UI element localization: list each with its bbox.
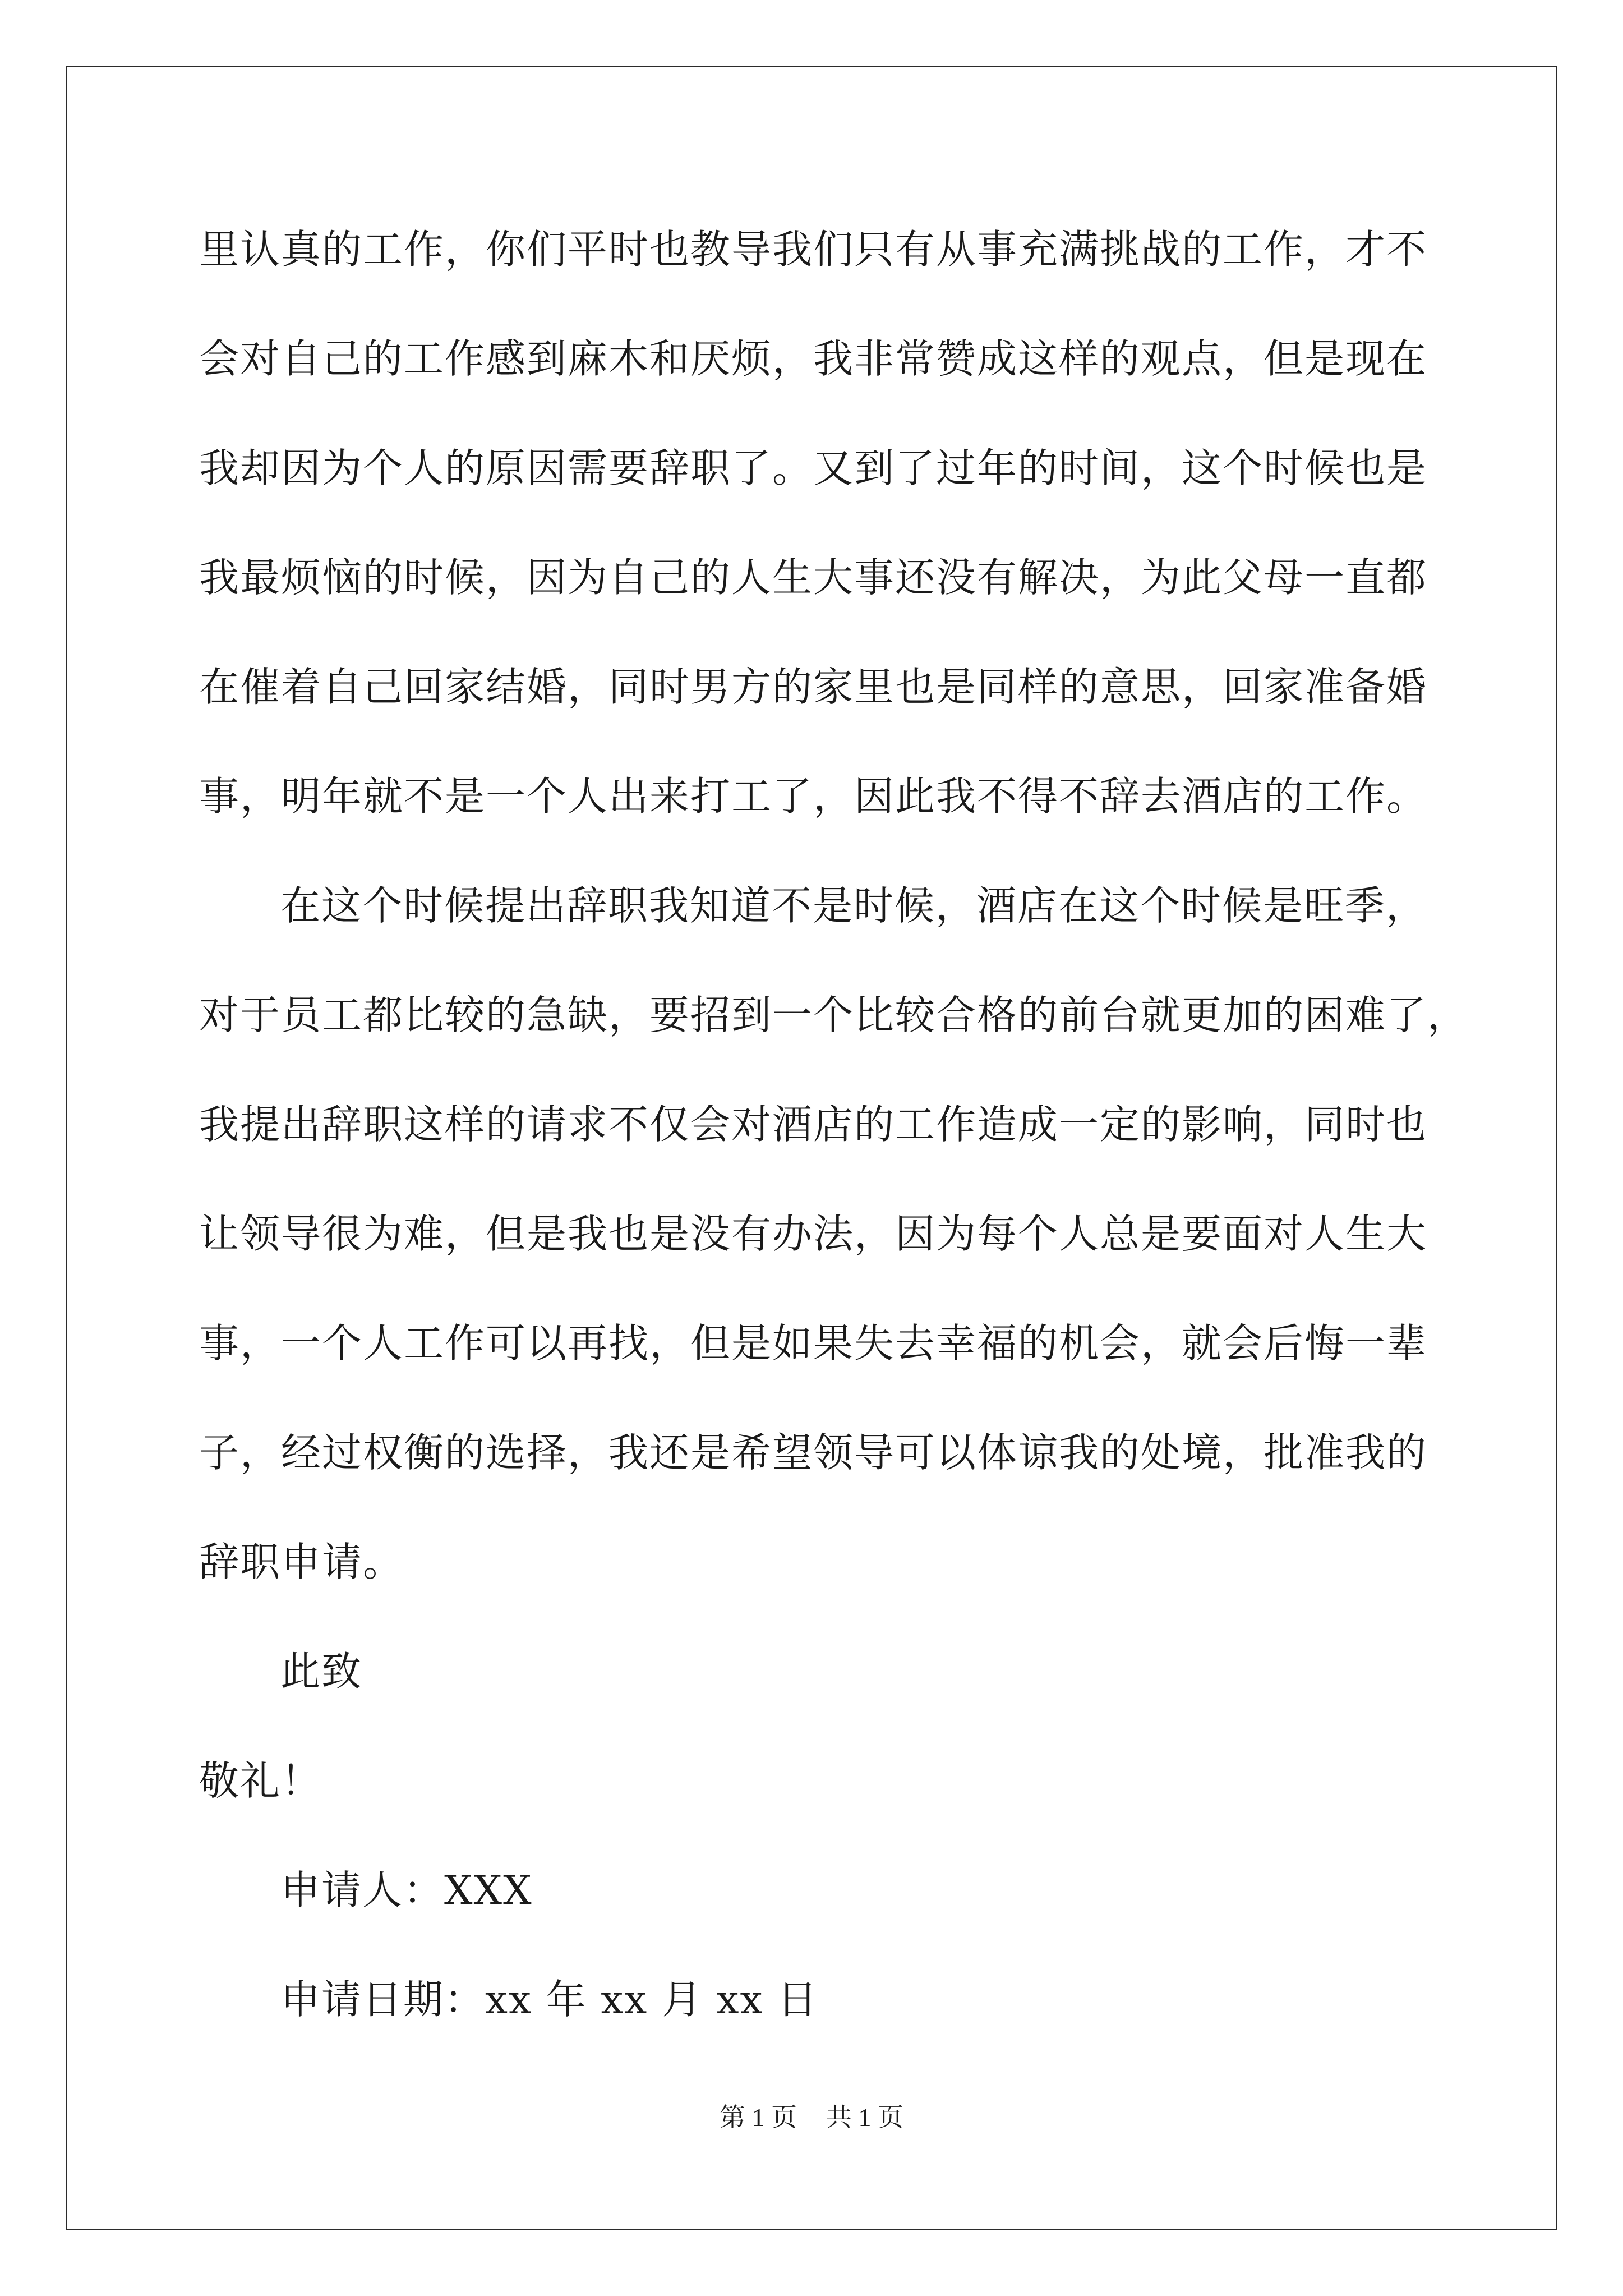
paragraph-line: 我提出辞职这样的请求不仅会对酒店的工作造成一定的影响，同时也 xyxy=(199,1101,1428,1148)
paragraph-line: 子，经过权衡的选择，我还是希望领导可以体谅我的处境，批准我的 xyxy=(199,1429,1428,1476)
paragraph-line: 让领导很为难，但是我也是没有办法，因为每个人总是要面对人生大 xyxy=(199,1211,1428,1257)
page-number-total: 共 1 页 xyxy=(826,2103,903,2132)
paragraph-line: 对于员工都比较的急缺，要招到一个比较合格的前台就更加的困难了， xyxy=(199,992,1469,1038)
paragraph-line: 辞职申请。 xyxy=(199,1539,404,1585)
date-line: 申请日期：xx 年 xx 月 xx 日 xyxy=(280,1976,819,2023)
paragraph-line: 里认真的工作，你们平时也教导我们只有从事充满挑战的工作，才不 xyxy=(199,226,1428,273)
page-footer xyxy=(0,2101,1623,2134)
applicant-line: 申请人：XXX xyxy=(280,1867,533,1913)
paragraph-line: 在这个时候提出辞职我知道不是时候，酒店在这个时候是旺季， xyxy=(280,882,1427,929)
paragraph-line: 我却因为个人的原因需要辞职了。又到了过年的时间，这个时候也是 xyxy=(199,445,1428,491)
paragraph-line: 会对自己的工作感到麻木和厌烦，我非常赞成这样的观点，但是现在 xyxy=(199,335,1428,382)
closing-text: 此致 xyxy=(280,1648,363,1695)
paragraph-line: 在催着自己回家结婚，同时男方的家里也是同样的意思，回家准备婚 xyxy=(199,664,1428,710)
paragraph-line: 我最烦恼的时候，因为自己的人生大事还没有解决，为此父母一直都 xyxy=(199,554,1428,601)
paragraph-line: 事，一个人工作可以再找，但是如果失去幸福的机会，就会后悔一辈 xyxy=(199,1320,1428,1366)
salutation-text: 敬礼！ xyxy=(199,1757,322,1804)
page-number-current: 第 1 页 xyxy=(720,2103,797,2132)
paragraph-line: 事，明年就不是一个人出来打工了，因此我不得不辞去酒店的工作。 xyxy=(199,773,1428,820)
